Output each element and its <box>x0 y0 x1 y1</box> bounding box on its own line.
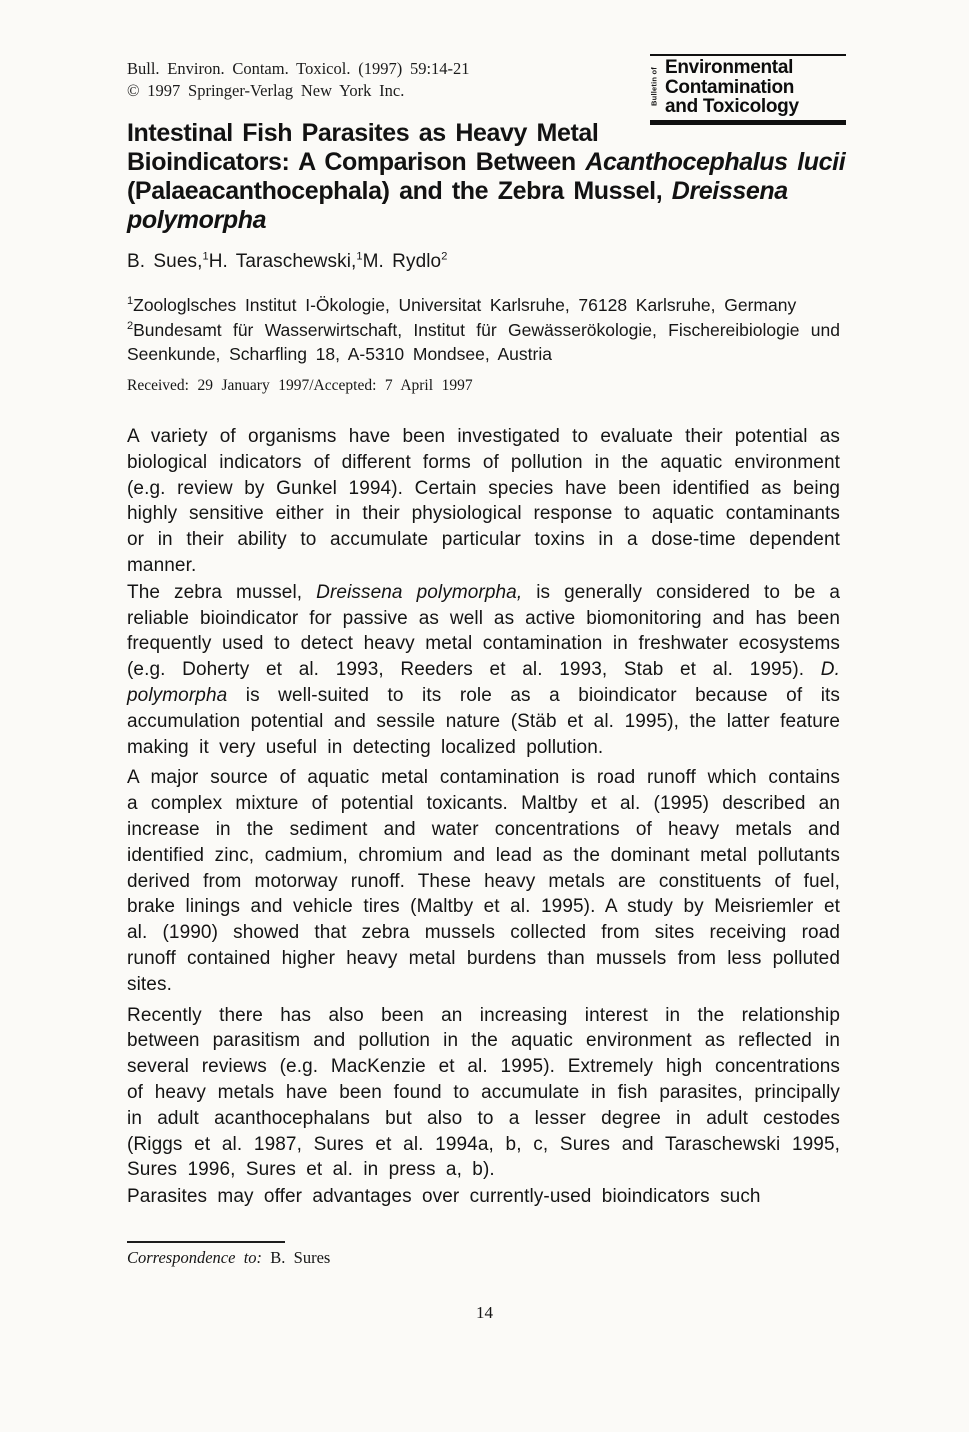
footnote <box>127 1241 840 1268</box>
journal-logo <box>650 54 846 125</box>
paragraph-2: The zebra mussel, Dreissena polymorpha, is generally considered to be a reliable bioindicator for passive as well as active biomonitoring and has been frequently used to detect heavy metal contamination in freshwater ecosystems (e.g. Doherty et al. 1993, Reeders et al. 1993, Stab et al. 1995). D. polymorpha is well-suited to its role as a bioindicator because of its accumulation potential and sessile nature (Stäb et al. 1995), the latter feature making it very useful in detecting localized pollution. <box>127 581 840 758</box>
article-title-line-1: Intestinal Fish Parasites as Heavy Metal <box>127 119 599 147</box>
article-title-line-3: (Palaeacanthocephala) and the Zebra Mussel, Dreissena <box>127 177 788 205</box>
page-number: 14 <box>476 1303 493 1322</box>
paragraph-1: A variety of organisms have been investigated to evaluate their potential as biological indicators of different forms of pollution in the aquatic environment (e.g. review by Gunkel 1994). Certain species have been identified as being highly sensitive either in their physiological response to aquatic contaminants or in their ability to accumulate particular toxins in a dose-time dependent manner. <box>127 426 840 576</box>
masthead <box>127 58 607 102</box>
author-line: B. Sues,$^1$H. Taraschewski,$^1$M. Rydlo$^2$ <box>127 250 448 272</box>
affiliation-2: $^2$Bundesamt für Wasserwirtschaft, Institut für Gewässerökologie, Fischereibiologie und Seenkunde, Scharfling 18, A-5310 Mondsee, Austria <box>127 319 840 364</box>
footnote-rule <box>127 1241 285 1243</box>
article-title-line-4: polymorpha <box>127 206 267 234</box>
paragraph-3: A major source of aquatic metal contamination is road runoff which contains a complex mixture of potential toxicants. Maltby et al. (1995) described an increase in the sediment and water concentrations of heavy metals and identified zinc, cadmium, chromium and lead as the dominant metal pollutants derived from motorway runoff. These heavy metals are constituents of fuel, brake linings and vehicle tires (Maltby et al. 1995). A study by Meisriemler et al. (1990) showed that zebra mussels collected from sites receiving road runoff contained higher heavy metal burdens than mussels from less polluted sites. <box>127 767 840 995</box>
paragraph-5: Parasites may offer advantages over currently-used bioindicators such <box>127 1186 761 1208</box>
correspondence-label: Correspondence to: <box>127 1248 263 1267</box>
journal-logo-line-1: Environmental <box>665 57 794 78</box>
affiliation-1: $^1$Zoologlsches Institut I-Ökologie, Universitat Karlsruhe, 76128 Karlsruhe, Germany <box>127 295 797 315</box>
paragraph-4: Recently there has also been an increasing interest in the relationship between parasitism and pollution in the aquatic environment as reflected in several reviews (e.g. MacKenzie et al. 1995). Extremely high concentrations of heavy metals have been found to accumulate in fish parasites, principally in adult acanthocephalans but also to a lesser degree in adult cestodes (Riggs et al. 1987, Sures et al. 1994a, b, c, Sures and Taraschewski 1995, Sures 1996, Sures et al. in press a, b). <box>127 1004 840 1181</box>
affiliations <box>127 293 840 367</box>
journal-logo-line-3: and Toxicology <box>665 96 799 117</box>
article-title-line-2: Bioindicators: A Comparison Between Acanthocephalus lucii <box>127 148 846 176</box>
correspondence-value: B. Sures <box>270 1248 331 1267</box>
article-title <box>127 119 867 235</box>
copyright-line: © 1997 Springer-Verlag New York Inc. <box>127 81 405 100</box>
journal-logo-line-2: Contamination <box>665 76 795 98</box>
journal-logo-vertical-text: Bulletin of <box>649 67 659 107</box>
article-body <box>127 424 840 1211</box>
received-accepted-line: Received: 29 January 1997/Accepted: 7 April 1997 <box>127 377 473 394</box>
correspondence-note <box>127 1248 840 1268</box>
journal-citation: Bull. Environ. Contam. Toxicol. (1997) 59:14-21 <box>127 59 470 78</box>
